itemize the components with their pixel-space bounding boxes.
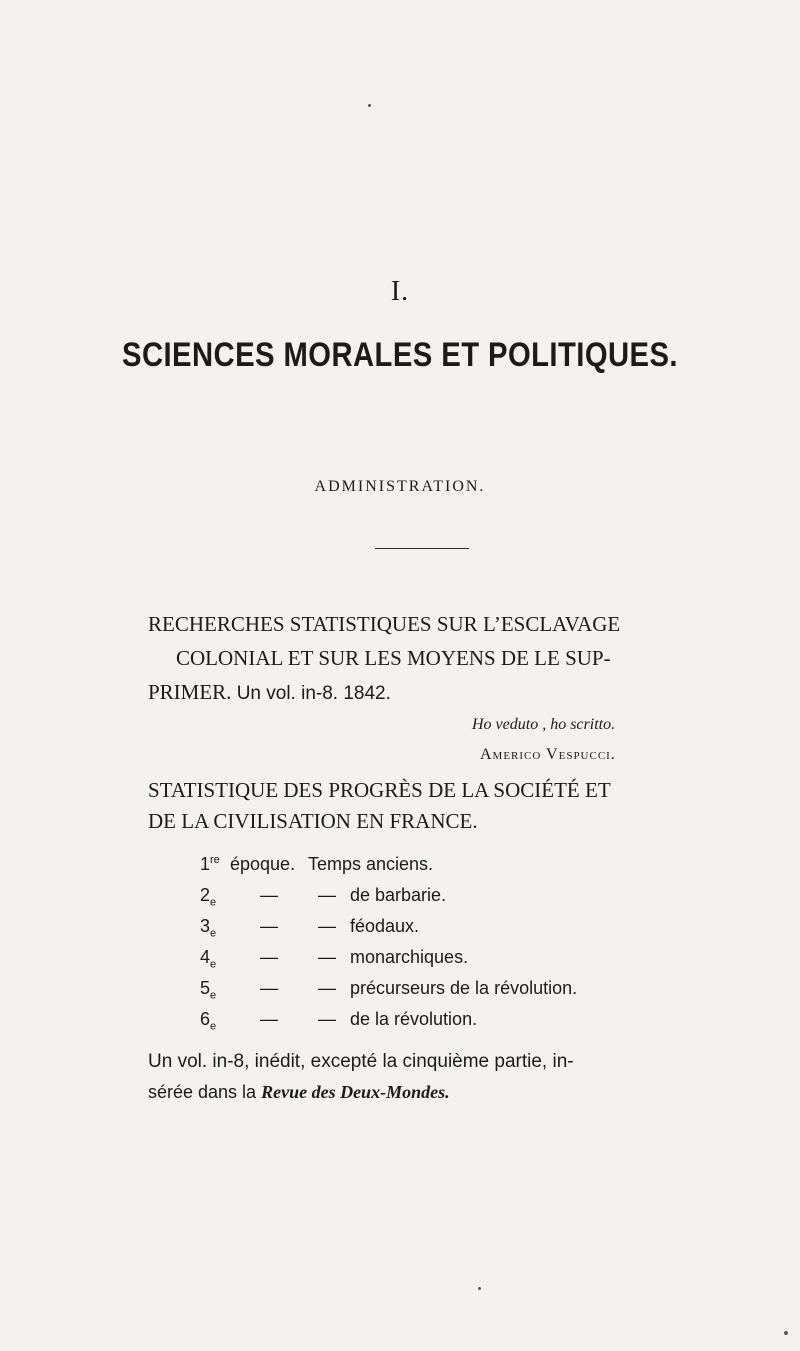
epigraph	[472, 710, 616, 770]
epoch-description: Temps anciens.	[308, 854, 434, 874]
note-line	[148, 1077, 768, 1108]
entry-title-line: RECHERCHES STATISTIQUES SUR L’ESCLAVAGE	[148, 612, 621, 636]
epoch-number: $6_e$	[200, 1009, 217, 1033]
epoch-number: $4_e$	[200, 947, 217, 971]
ditto-dash: —	[318, 978, 336, 998]
epoch-description: de barbarie.	[350, 885, 447, 905]
subsection-heading: ADMINISTRATION.	[314, 478, 486, 495]
publication-info: Un vol. in-8. 1842.	[236, 683, 391, 704]
epoch-description: de la révolution.	[350, 1009, 478, 1029]
entry-title-end: PRIMER.	[148, 680, 232, 704]
print-speck	[368, 104, 371, 107]
ditto-dash: —	[318, 1009, 336, 1029]
ditto-dash: —	[318, 916, 336, 936]
ditto-dash: —	[260, 947, 278, 967]
publication-note	[148, 1046, 768, 1108]
entry-esclavage	[148, 607, 708, 711]
ditto-dash: —	[260, 1009, 278, 1029]
note-line: Un vol. in-8, inédit, excepté la cinquième partie, in-	[148, 1051, 574, 1072]
ditto-dash: —	[260, 916, 278, 936]
ditto-dash: —	[318, 885, 336, 905]
epoch-number: 1re	[200, 854, 220, 874]
epoch-label: époque.	[230, 854, 296, 874]
section-number: I.	[390, 276, 410, 307]
epoch-number: $2_e$	[200, 885, 217, 909]
entry-statistique	[148, 775, 788, 837]
ditto-dash: —	[318, 947, 336, 967]
epoch-description: monarchiques.	[350, 947, 469, 967]
epoch-number: $3_e$	[200, 916, 217, 940]
print-speck	[478, 1287, 481, 1290]
entry-title-line: STATISTIQUE DES PROGRÈS DE LA SOCIÉTÉ ET	[148, 778, 611, 802]
print-speck	[784, 1331, 788, 1335]
epoch-description: féodaux.	[350, 916, 420, 936]
section-title: SCIENCES MORALES ET POLITIQUES.	[122, 336, 678, 374]
entry-title-line: COLONIAL ET SUR LES MOYENS DE LE SUP-	[176, 646, 611, 670]
epoch-description: précurseurs de la révolution.	[350, 978, 578, 998]
journal-title: Revue des Deux-Mondes.	[261, 1082, 450, 1102]
epoch-number: $5_e$	[200, 978, 217, 1002]
entry-title-line: DE LA CIVILISATION EN FRANCE.	[148, 809, 478, 833]
epigraph-author: Americo Vespucci.	[480, 746, 616, 763]
note-text: sérée dans la	[148, 1082, 257, 1102]
ditto-dash: —	[260, 978, 278, 998]
epigraph-quote: Ho veduto , ho scritto.	[472, 716, 616, 733]
ditto-dash: —	[260, 885, 278, 905]
entry-title-line	[148, 675, 708, 711]
divider-rule	[375, 548, 469, 549]
